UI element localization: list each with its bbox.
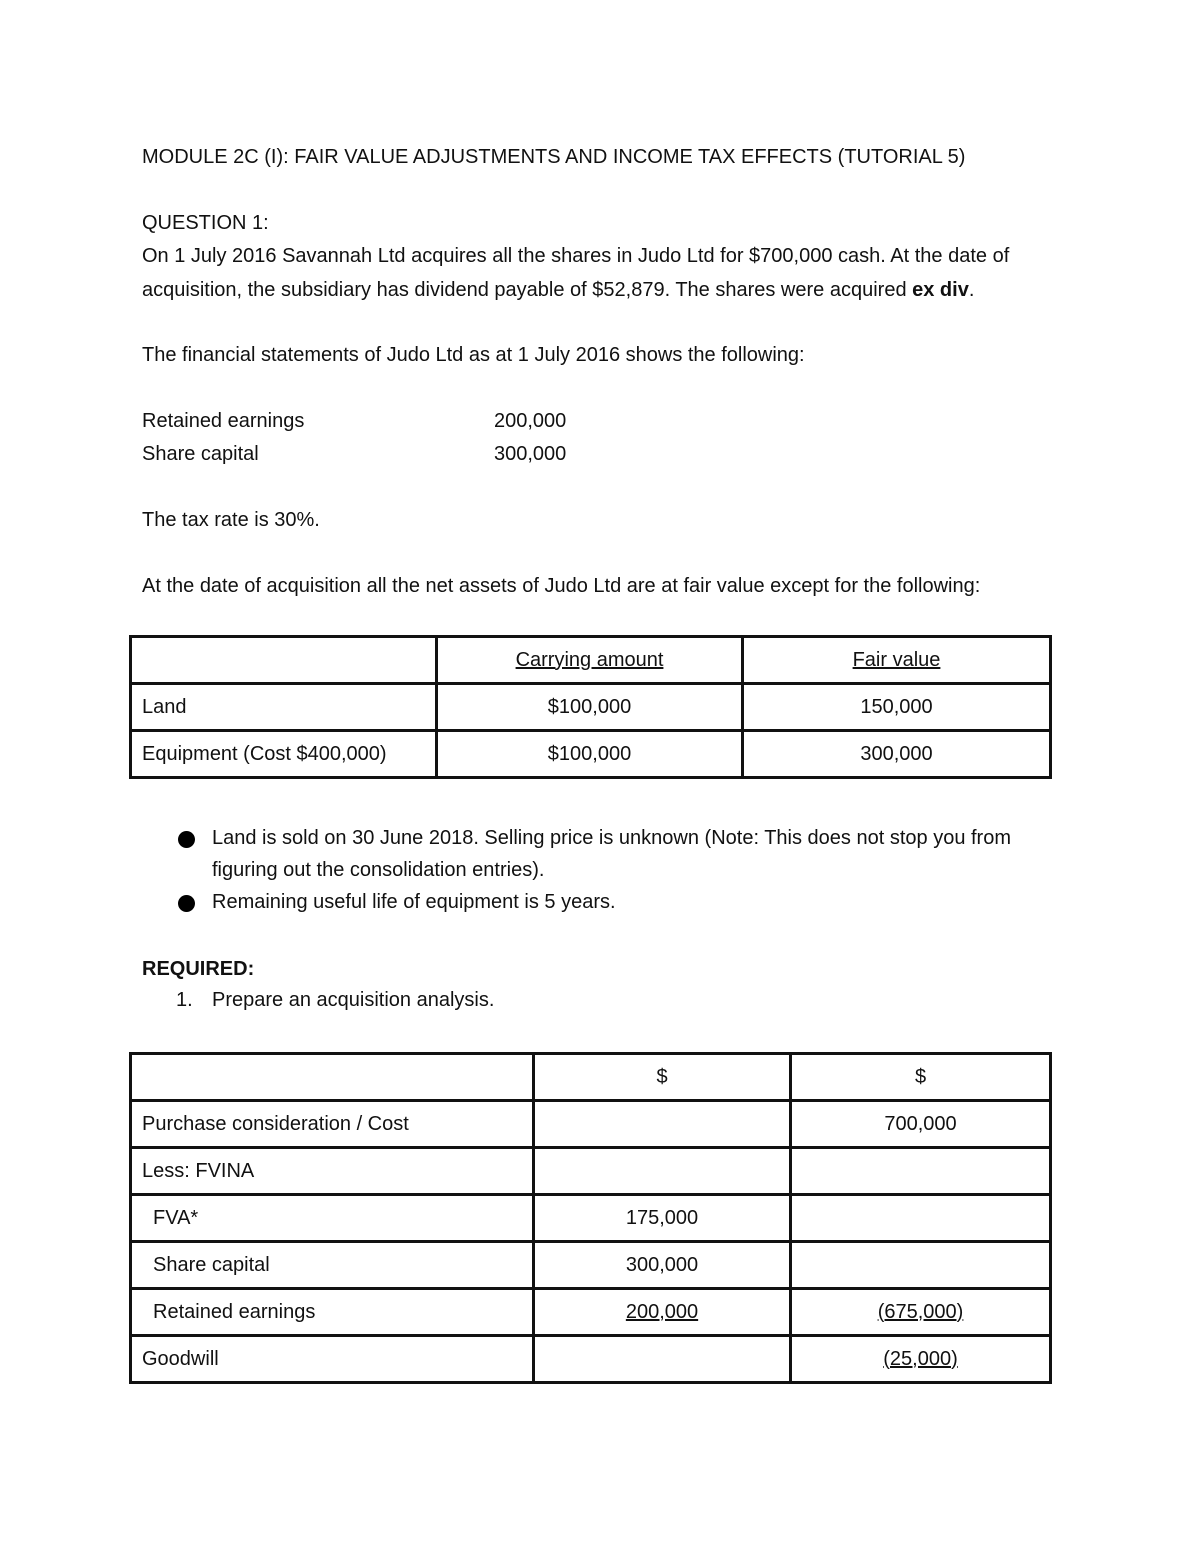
table-cell xyxy=(791,1336,1051,1383)
acquisition-analysis-table xyxy=(129,1052,1052,1384)
table-cell xyxy=(791,1195,1051,1242)
intro-line-2-text: acquisition, the subsidiary has dividend payable of $52,879. The shares were acquired xyxy=(142,279,913,301)
document-title: MODULE 2C (I): FAIR VALUE ADJUSTMENTS AND INCOME TAX EFFECTS (TUTORIAL 5) xyxy=(142,146,966,168)
bullet-text: Land is sold on 30 June 2018. Selling price is unknown (Note: This does not stop you from figuring out the consolidation entries). xyxy=(212,827,1011,881)
table-row xyxy=(131,1195,1051,1242)
table-cell xyxy=(534,1148,791,1195)
fvina-total-value: (675,000) xyxy=(877,1300,964,1323)
figure-label: Share capital xyxy=(142,443,259,465)
table-cell: 300,000 xyxy=(743,731,1051,778)
table-cell: Less: FVINA xyxy=(131,1148,534,1195)
fair-value-table xyxy=(129,635,1052,779)
intro-line-2-end: . xyxy=(968,279,975,301)
fair-value-intro: At the date of acquisition all the net assets of Judo Ltd are at fair value except for the following: xyxy=(142,575,981,597)
table-cell: 700,000 xyxy=(791,1101,1051,1148)
table-cell: FVA* xyxy=(131,1195,534,1242)
table-cell: Equipment (Cost $400,000) xyxy=(131,731,437,778)
financial-statements-intro: The financial statements of Judo Ltd as at 1 July 2016 shows the following: xyxy=(142,344,805,366)
table-cell xyxy=(791,1242,1051,1289)
table-cell: $100,000 xyxy=(437,684,743,731)
table-cell: Share capital xyxy=(131,1242,534,1289)
required-item-number: 1. xyxy=(176,989,193,1011)
figure-row-share-capital xyxy=(142,440,566,468)
table-row xyxy=(131,731,1051,778)
table-header-row xyxy=(131,637,1051,684)
figure-label: Retained earnings xyxy=(142,410,305,432)
required-heading: REQUIRED: xyxy=(142,958,255,980)
goodwill-value: (25,000) xyxy=(883,1347,958,1370)
table-cell: $100,000 xyxy=(437,731,743,778)
bullet-text: Remaining useful life of equipment is 5 years. xyxy=(212,891,616,913)
table-cell: Retained earnings xyxy=(131,1289,534,1336)
table-header-cell: $ xyxy=(791,1054,1051,1101)
bullet-dot-icon xyxy=(178,895,195,912)
table-cell: Purchase consideration / Cost xyxy=(131,1101,534,1148)
table-header-row xyxy=(131,1054,1051,1101)
table-cell xyxy=(534,1289,791,1336)
table-row xyxy=(131,1101,1051,1148)
table-row xyxy=(131,1336,1051,1383)
question-heading: QUESTION 1: xyxy=(142,212,269,234)
table-cell: 175,000 xyxy=(534,1195,791,1242)
required-item-text: Prepare an acquisition analysis. xyxy=(212,989,495,1011)
figure-value: 200,000 xyxy=(494,410,567,432)
bullet-list xyxy=(176,822,1052,918)
tax-rate-text: The tax rate is 30%. xyxy=(142,509,320,531)
fair-value-header: Fair value xyxy=(852,648,941,671)
table-header-cell xyxy=(437,637,743,684)
table-cell: Goodwill xyxy=(131,1336,534,1383)
table-header-cell xyxy=(743,637,1051,684)
ex-div-emphasis: ex div xyxy=(912,279,969,301)
table-cell: 150,000 xyxy=(743,684,1051,731)
table-row xyxy=(131,1242,1051,1289)
required-item xyxy=(176,986,494,1014)
table-cell xyxy=(791,1148,1051,1195)
table-row xyxy=(131,1289,1051,1336)
table-cell xyxy=(791,1289,1051,1336)
figure-row-retained-earnings xyxy=(142,407,566,435)
table-row xyxy=(131,1148,1051,1195)
subtotal-value: 200,000 xyxy=(625,1300,699,1323)
table-cell xyxy=(534,1336,791,1383)
table-cell xyxy=(131,1054,534,1101)
figure-value: 300,000 xyxy=(494,443,567,465)
intro-line-1: On 1 July 2016 Savannah Ltd acquires all the shares in Judo Ltd for $700,000 cash. At the date of xyxy=(142,245,1010,267)
table-cell xyxy=(534,1101,791,1148)
carrying-amount-header: Carrying amount xyxy=(515,648,664,671)
intro-line-2 xyxy=(142,276,974,304)
bullet-item xyxy=(176,822,1052,886)
table-cell: Land xyxy=(131,684,437,731)
bullet-item xyxy=(176,886,1052,918)
table-header-cell: $ xyxy=(534,1054,791,1101)
table-cell xyxy=(131,637,437,684)
table-row xyxy=(131,684,1051,731)
table-cell: 300,000 xyxy=(534,1242,791,1289)
bullet-dot-icon xyxy=(178,831,195,848)
